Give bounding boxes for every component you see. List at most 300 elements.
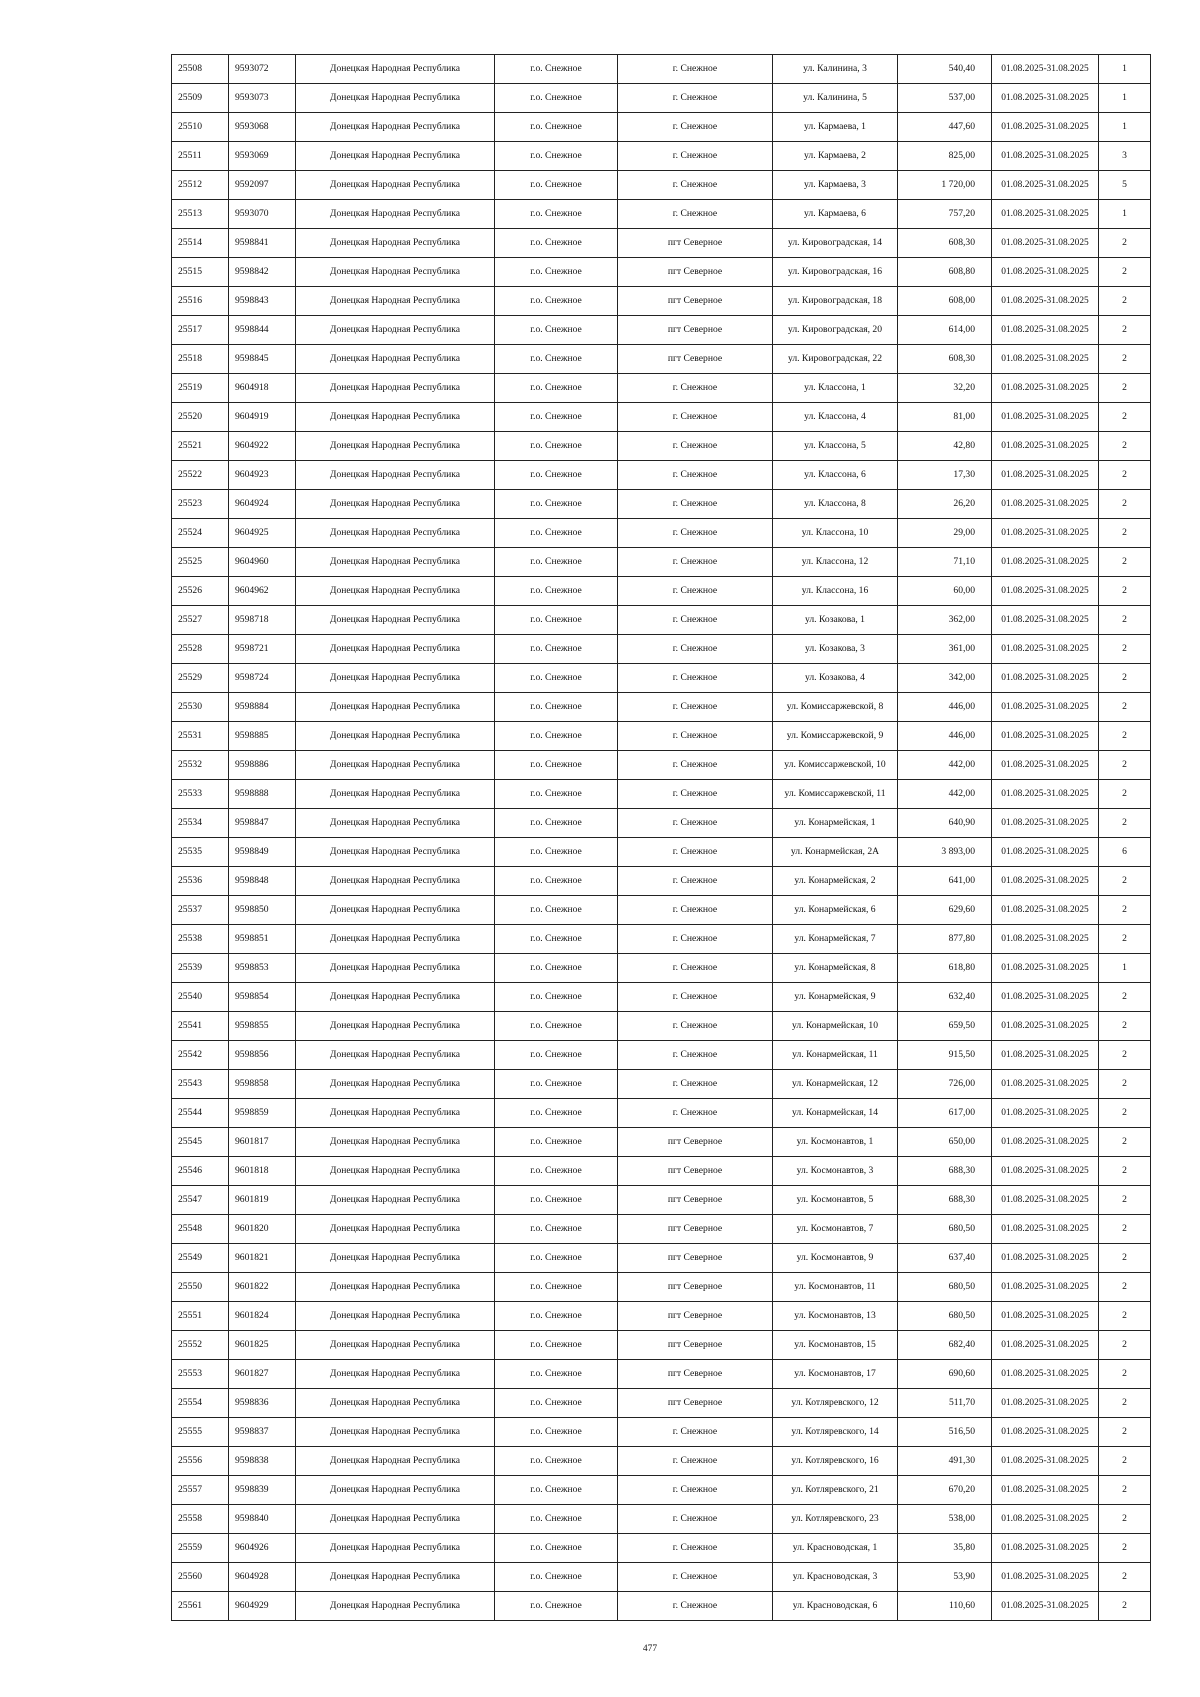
page-number: 477 <box>642 1644 658 1654</box>
cell-settlement: г. Снежное <box>618 983 773 1012</box>
cell-district: г.о. Снежное <box>495 519 618 548</box>
cell-area: 538,00 <box>898 1505 992 1534</box>
table-row <box>172 461 1151 490</box>
cell-district: г.о. Снежное <box>495 548 618 577</box>
table-row <box>172 142 1151 171</box>
cell-area: 641,00 <box>898 867 992 896</box>
cell-object-code: 9598851 <box>229 925 296 954</box>
table-row <box>172 345 1151 374</box>
cell-row-number: 25543 <box>172 1070 229 1099</box>
table-row <box>172 1041 1151 1070</box>
cell-district: г.о. Снежное <box>495 809 618 838</box>
cell-count: 2 <box>1099 983 1151 1012</box>
cell-region: Донецкая Народная Республика <box>296 1331 495 1360</box>
cell-row-number: 25533 <box>172 780 229 809</box>
cell-region: Донецкая Народная Республика <box>296 809 495 838</box>
cell-region: Донецкая Народная Республика <box>296 1041 495 1070</box>
cell-region: Донецкая Народная Республика <box>296 258 495 287</box>
cell-region: Донецкая Народная Республика <box>296 1592 495 1621</box>
cell-region: Донецкая Народная Республика <box>296 1186 495 1215</box>
cell-street-address: ул. Конармейская, 8 <box>773 954 898 983</box>
table-row <box>172 171 1151 200</box>
cell-object-code: 9604923 <box>229 461 296 490</box>
cell-district: г.о. Снежное <box>495 664 618 693</box>
cell-region: Донецкая Народная Республика <box>296 461 495 490</box>
cell-row-number: 25513 <box>172 200 229 229</box>
cell-region: Донецкая Народная Республика <box>296 838 495 867</box>
cell-count: 2 <box>1099 1012 1151 1041</box>
table-row <box>172 1418 1151 1447</box>
table-row <box>172 1186 1151 1215</box>
cell-street-address: ул. Комиссаржевской, 11 <box>773 780 898 809</box>
cell-settlement: г. Снежное <box>618 374 773 403</box>
cell-object-code: 9598848 <box>229 867 296 896</box>
cell-area: 29,00 <box>898 519 992 548</box>
cell-count: 2 <box>1099 490 1151 519</box>
cell-row-number: 25509 <box>172 84 229 113</box>
cell-district: г.о. Снежное <box>495 751 618 780</box>
cell-street-address: ул. Кармаева, 1 <box>773 113 898 142</box>
cell-row-number: 25561 <box>172 1592 229 1621</box>
cell-period: 01.08.2025-31.08.2025 <box>992 258 1099 287</box>
cell-row-number: 25547 <box>172 1186 229 1215</box>
table-row <box>172 1215 1151 1244</box>
cell-period: 01.08.2025-31.08.2025 <box>992 1186 1099 1215</box>
table-row <box>172 258 1151 287</box>
cell-settlement: г. Снежное <box>618 722 773 751</box>
cell-row-number: 25511 <box>172 142 229 171</box>
cell-settlement: г. Снежное <box>618 1418 773 1447</box>
table-row <box>172 374 1151 403</box>
cell-region: Донецкая Народная Республика <box>296 1099 495 1128</box>
table-row <box>172 925 1151 954</box>
table-row <box>172 983 1151 1012</box>
cell-period: 01.08.2025-31.08.2025 <box>992 1476 1099 1505</box>
cell-settlement: г. Снежное <box>618 55 773 84</box>
cell-row-number: 25538 <box>172 925 229 954</box>
cell-street-address: ул. Котляревского, 23 <box>773 1505 898 1534</box>
cell-period: 01.08.2025-31.08.2025 <box>992 1012 1099 1041</box>
cell-row-number: 25528 <box>172 635 229 664</box>
cell-period: 01.08.2025-31.08.2025 <box>992 1070 1099 1099</box>
cell-district: г.о. Снежное <box>495 1563 618 1592</box>
cell-district: г.о. Снежное <box>495 925 618 954</box>
cell-street-address: ул. Конармейская, 6 <box>773 896 898 925</box>
cell-row-number: 25521 <box>172 432 229 461</box>
cell-object-code: 9593068 <box>229 113 296 142</box>
cell-area: 637,40 <box>898 1244 992 1273</box>
cell-area: 688,30 <box>898 1157 992 1186</box>
cell-street-address: ул. Космонавтов, 5 <box>773 1186 898 1215</box>
cell-street-address: ул. Котляревского, 14 <box>773 1418 898 1447</box>
cell-row-number: 25523 <box>172 490 229 519</box>
cell-settlement: г. Снежное <box>618 84 773 113</box>
cell-object-code: 9601819 <box>229 1186 296 1215</box>
cell-region: Донецкая Народная Республика <box>296 403 495 432</box>
cell-region: Донецкая Народная Республика <box>296 1012 495 1041</box>
cell-object-code: 9598854 <box>229 983 296 1012</box>
cell-period: 01.08.2025-31.08.2025 <box>992 1244 1099 1273</box>
cell-period: 01.08.2025-31.08.2025 <box>992 1389 1099 1418</box>
cell-row-number: 25527 <box>172 606 229 635</box>
cell-count: 2 <box>1099 722 1151 751</box>
cell-count: 2 <box>1099 229 1151 258</box>
table-row <box>172 548 1151 577</box>
cell-area: 629,60 <box>898 896 992 925</box>
cell-district: г.о. Снежное <box>495 1041 618 1070</box>
cell-period: 01.08.2025-31.08.2025 <box>992 1041 1099 1070</box>
cell-period: 01.08.2025-31.08.2025 <box>992 896 1099 925</box>
cell-period: 01.08.2025-31.08.2025 <box>992 142 1099 171</box>
cell-area: 877,80 <box>898 925 992 954</box>
cell-count: 2 <box>1099 809 1151 838</box>
table-row <box>172 432 1151 461</box>
cell-period: 01.08.2025-31.08.2025 <box>992 432 1099 461</box>
cell-area: 442,00 <box>898 780 992 809</box>
table-row <box>172 809 1151 838</box>
cell-object-code: 9598884 <box>229 693 296 722</box>
cell-district: г.о. Снежное <box>495 693 618 722</box>
cell-district: г.о. Снежное <box>495 287 618 316</box>
cell-settlement: г. Снежное <box>618 548 773 577</box>
cell-street-address: ул. Конармейская, 14 <box>773 1099 898 1128</box>
cell-street-address: ул. Кармаева, 6 <box>773 200 898 229</box>
cell-district: г.о. Снежное <box>495 867 618 896</box>
cell-settlement: пгт Северное <box>618 1128 773 1157</box>
cell-row-number: 25545 <box>172 1128 229 1157</box>
cell-object-code: 9604926 <box>229 1534 296 1563</box>
cell-count: 2 <box>1099 287 1151 316</box>
table-row <box>172 1476 1151 1505</box>
cell-settlement: г. Снежное <box>618 1447 773 1476</box>
cell-street-address: ул. Кировоградская, 16 <box>773 258 898 287</box>
cell-period: 01.08.2025-31.08.2025 <box>992 519 1099 548</box>
cell-street-address: ул. Козакова, 1 <box>773 606 898 635</box>
cell-row-number: 25550 <box>172 1273 229 1302</box>
table-row <box>172 954 1151 983</box>
cell-area: 446,00 <box>898 693 992 722</box>
cell-district: г.о. Снежное <box>495 374 618 403</box>
table-row <box>172 1389 1151 1418</box>
cell-period: 01.08.2025-31.08.2025 <box>992 316 1099 345</box>
cell-street-address: ул. Котляревского, 16 <box>773 1447 898 1476</box>
cell-count: 2 <box>1099 1447 1151 1476</box>
cell-settlement: пгт Северное <box>618 1215 773 1244</box>
cell-area: 726,00 <box>898 1070 992 1099</box>
cell-region: Донецкая Народная Республика <box>296 490 495 519</box>
cell-settlement: г. Снежное <box>618 896 773 925</box>
cell-count: 2 <box>1099 1099 1151 1128</box>
cell-street-address: ул. Конармейская, 10 <box>773 1012 898 1041</box>
table-row <box>172 1505 1151 1534</box>
cell-row-number: 25537 <box>172 896 229 925</box>
cell-region: Донецкая Народная Республика <box>296 1273 495 1302</box>
cell-street-address: ул. Космонавтов, 9 <box>773 1244 898 1273</box>
cell-object-code: 9604924 <box>229 490 296 519</box>
cell-object-code: 9598840 <box>229 1505 296 1534</box>
cell-region: Донецкая Народная Республика <box>296 345 495 374</box>
cell-region: Донецкая Народная Республика <box>296 954 495 983</box>
cell-period: 01.08.2025-31.08.2025 <box>992 1563 1099 1592</box>
cell-count: 2 <box>1099 867 1151 896</box>
cell-object-code: 9604918 <box>229 374 296 403</box>
cell-count: 2 <box>1099 1476 1151 1505</box>
cell-district: г.о. Снежное <box>495 954 618 983</box>
table-row <box>172 1273 1151 1302</box>
cell-count: 2 <box>1099 577 1151 606</box>
table-row <box>172 722 1151 751</box>
cell-row-number: 25556 <box>172 1447 229 1476</box>
cell-count: 2 <box>1099 1563 1151 1592</box>
cell-district: г.о. Снежное <box>495 1215 618 1244</box>
cell-object-code: 9598721 <box>229 635 296 664</box>
cell-period: 01.08.2025-31.08.2025 <box>992 1534 1099 1563</box>
table-row <box>172 780 1151 809</box>
cell-count: 2 <box>1099 519 1151 548</box>
cell-district: г.о. Снежное <box>495 403 618 432</box>
cell-region: Донецкая Народная Республика <box>296 171 495 200</box>
cell-settlement: г. Снежное <box>618 1476 773 1505</box>
table-row <box>172 1360 1151 1389</box>
cell-count: 2 <box>1099 1128 1151 1157</box>
cell-object-code: 9601822 <box>229 1273 296 1302</box>
cell-region: Донецкая Народная Республика <box>296 1302 495 1331</box>
cell-period: 01.08.2025-31.08.2025 <box>992 838 1099 867</box>
cell-district: г.о. Снежное <box>495 1273 618 1302</box>
cell-area: 491,30 <box>898 1447 992 1476</box>
cell-region: Донецкая Народная Республика <box>296 1215 495 1244</box>
cell-street-address: ул. Кировоградская, 20 <box>773 316 898 345</box>
table-row <box>172 200 1151 229</box>
cell-count: 5 <box>1099 171 1151 200</box>
table-row <box>172 606 1151 635</box>
cell-area: 447,60 <box>898 113 992 142</box>
cell-settlement: г. Снежное <box>618 751 773 780</box>
cell-period: 01.08.2025-31.08.2025 <box>992 345 1099 374</box>
cell-area: 446,00 <box>898 722 992 751</box>
cell-settlement: г. Снежное <box>618 606 773 635</box>
cell-street-address: ул. Комиссаржевской, 9 <box>773 722 898 751</box>
cell-object-code: 9598855 <box>229 1012 296 1041</box>
cell-region: Донецкая Народная Республика <box>296 519 495 548</box>
cell-street-address: ул. Конармейская, 1 <box>773 809 898 838</box>
cell-district: г.о. Снежное <box>495 1099 618 1128</box>
cell-street-address: ул. Космонавтов, 7 <box>773 1215 898 1244</box>
cell-settlement: г. Снежное <box>618 664 773 693</box>
table-row <box>172 229 1151 258</box>
cell-street-address: ул. Комиссаржевской, 8 <box>773 693 898 722</box>
cell-period: 01.08.2025-31.08.2025 <box>992 1360 1099 1389</box>
cell-district: г.о. Снежное <box>495 722 618 751</box>
cell-region: Донецкая Народная Республика <box>296 722 495 751</box>
cell-row-number: 25544 <box>172 1099 229 1128</box>
cell-settlement: г. Снежное <box>618 1505 773 1534</box>
cell-object-code: 9601818 <box>229 1157 296 1186</box>
cell-area: 361,00 <box>898 635 992 664</box>
cell-area: 618,80 <box>898 954 992 983</box>
cell-row-number: 25554 <box>172 1389 229 1418</box>
cell-street-address: ул. Конармейская, 11 <box>773 1041 898 1070</box>
cell-row-number: 25541 <box>172 1012 229 1041</box>
cell-region: Донецкая Народная Республика <box>296 577 495 606</box>
cell-row-number: 25546 <box>172 1157 229 1186</box>
cell-count: 1 <box>1099 200 1151 229</box>
cell-settlement: пгт Северное <box>618 258 773 287</box>
cell-area: 915,50 <box>898 1041 992 1070</box>
cell-district: г.о. Снежное <box>495 1592 618 1621</box>
cell-street-address: ул. Кармаева, 3 <box>773 171 898 200</box>
cell-row-number: 25532 <box>172 751 229 780</box>
cell-area: 81,00 <box>898 403 992 432</box>
cell-street-address: ул. Космонавтов, 15 <box>773 1331 898 1360</box>
cell-count: 1 <box>1099 84 1151 113</box>
cell-object-code: 9601821 <box>229 1244 296 1273</box>
cell-row-number: 25542 <box>172 1041 229 1070</box>
cell-region: Донецкая Народная Республика <box>296 693 495 722</box>
cell-district: г.о. Снежное <box>495 490 618 519</box>
cell-street-address: ул. Космонавтов, 11 <box>773 1273 898 1302</box>
table-row <box>172 751 1151 780</box>
cell-object-code: 9598888 <box>229 780 296 809</box>
cell-district: г.о. Снежное <box>495 1128 618 1157</box>
cell-district: г.о. Снежное <box>495 1157 618 1186</box>
cell-object-code: 9604929 <box>229 1592 296 1621</box>
cell-settlement: г. Снежное <box>618 490 773 519</box>
cell-region: Донецкая Народная Республика <box>296 1476 495 1505</box>
cell-district: г.о. Снежное <box>495 200 618 229</box>
cell-row-number: 25540 <box>172 983 229 1012</box>
cell-settlement: пгт Северное <box>618 316 773 345</box>
cell-period: 01.08.2025-31.08.2025 <box>992 722 1099 751</box>
cell-street-address: ул. Классона, 4 <box>773 403 898 432</box>
cell-settlement: пгт Северное <box>618 1157 773 1186</box>
cell-district: г.о. Снежное <box>495 635 618 664</box>
table-row <box>172 577 1151 606</box>
cell-street-address: ул. Космонавтов, 13 <box>773 1302 898 1331</box>
cell-district: г.о. Снежное <box>495 1476 618 1505</box>
cell-area: 757,20 <box>898 200 992 229</box>
cell-street-address: ул. Конармейская, 2 <box>773 867 898 896</box>
cell-region: Донецкая Народная Республика <box>296 983 495 1012</box>
cell-object-code: 9598853 <box>229 954 296 983</box>
cell-period: 01.08.2025-31.08.2025 <box>992 548 1099 577</box>
cell-count: 2 <box>1099 1389 1151 1418</box>
cell-object-code: 9598885 <box>229 722 296 751</box>
cell-street-address: ул. Космонавтов, 1 <box>773 1128 898 1157</box>
cell-count: 2 <box>1099 374 1151 403</box>
cell-region: Донецкая Народная Республика <box>296 780 495 809</box>
cell-count: 2 <box>1099 780 1151 809</box>
cell-object-code: 9598845 <box>229 345 296 374</box>
cell-count: 2 <box>1099 606 1151 635</box>
cell-count: 1 <box>1099 954 1151 983</box>
table-row <box>172 1012 1151 1041</box>
cell-area: 60,00 <box>898 577 992 606</box>
cell-region: Донецкая Народная Республика <box>296 229 495 258</box>
cell-district: г.о. Снежное <box>495 1418 618 1447</box>
cell-region: Донецкая Народная Республика <box>296 113 495 142</box>
cell-row-number: 25526 <box>172 577 229 606</box>
cell-row-number: 25555 <box>172 1418 229 1447</box>
cell-row-number: 25516 <box>172 287 229 316</box>
cell-period: 01.08.2025-31.08.2025 <box>992 171 1099 200</box>
cell-area: 71,10 <box>898 548 992 577</box>
cell-street-address: ул. Классона, 16 <box>773 577 898 606</box>
cell-street-address: ул. Калинина, 5 <box>773 84 898 113</box>
table-row <box>172 838 1151 867</box>
cell-row-number: 25522 <box>172 461 229 490</box>
cell-count: 2 <box>1099 1418 1151 1447</box>
cell-street-address: ул. Кировоградская, 22 <box>773 345 898 374</box>
cell-street-address: ул. Козакова, 3 <box>773 635 898 664</box>
cell-street-address: ул. Кармаева, 2 <box>773 142 898 171</box>
cell-period: 01.08.2025-31.08.2025 <box>992 664 1099 693</box>
cell-period: 01.08.2025-31.08.2025 <box>992 867 1099 896</box>
cell-count: 2 <box>1099 403 1151 432</box>
cell-period: 01.08.2025-31.08.2025 <box>992 1505 1099 1534</box>
cell-street-address: ул. Котляревского, 21 <box>773 1476 898 1505</box>
cell-region: Донецкая Народная Республика <box>296 635 495 664</box>
cell-area: 608,30 <box>898 229 992 258</box>
cell-period: 01.08.2025-31.08.2025 <box>992 1273 1099 1302</box>
cell-district: г.о. Снежное <box>495 780 618 809</box>
cell-street-address: ул. Конармейская, 9 <box>773 983 898 1012</box>
cell-area: 632,40 <box>898 983 992 1012</box>
cell-district: г.о. Снежное <box>495 461 618 490</box>
cell-settlement: г. Снежное <box>618 780 773 809</box>
cell-area: 342,00 <box>898 664 992 693</box>
cell-object-code: 9601825 <box>229 1331 296 1360</box>
cell-row-number: 25553 <box>172 1360 229 1389</box>
table-row <box>172 1534 1151 1563</box>
cell-object-code: 9598839 <box>229 1476 296 1505</box>
cell-street-address: ул. Конармейская, 2А <box>773 838 898 867</box>
cell-region: Донецкая Народная Республика <box>296 1505 495 1534</box>
cell-area: 17,30 <box>898 461 992 490</box>
cell-settlement: г. Снежное <box>618 461 773 490</box>
cell-region: Донецкая Народная Республика <box>296 606 495 635</box>
cell-region: Донецкая Народная Республика <box>296 1389 495 1418</box>
cell-area: 680,50 <box>898 1215 992 1244</box>
cell-area: 3 893,00 <box>898 838 992 867</box>
cell-period: 01.08.2025-31.08.2025 <box>992 229 1099 258</box>
cell-period: 01.08.2025-31.08.2025 <box>992 490 1099 519</box>
cell-district: г.о. Снежное <box>495 1447 618 1476</box>
cell-area: 42,80 <box>898 432 992 461</box>
cell-district: г.о. Снежное <box>495 84 618 113</box>
cell-count: 2 <box>1099 1157 1151 1186</box>
cell-row-number: 25519 <box>172 374 229 403</box>
cell-settlement: г. Снежное <box>618 1099 773 1128</box>
cell-row-number: 25536 <box>172 867 229 896</box>
cell-area: 659,50 <box>898 1012 992 1041</box>
cell-district: г.о. Снежное <box>495 171 618 200</box>
cell-period: 01.08.2025-31.08.2025 <box>992 577 1099 606</box>
cell-object-code: 9601824 <box>229 1302 296 1331</box>
cell-period: 01.08.2025-31.08.2025 <box>992 983 1099 1012</box>
cell-street-address: ул. Классона, 8 <box>773 490 898 519</box>
cell-area: 670,20 <box>898 1476 992 1505</box>
cell-period: 01.08.2025-31.08.2025 <box>992 55 1099 84</box>
cell-area: 617,00 <box>898 1099 992 1128</box>
cell-settlement: пгт Северное <box>618 1244 773 1273</box>
cell-street-address: ул. Классона, 12 <box>773 548 898 577</box>
cell-settlement: г. Снежное <box>618 1041 773 1070</box>
table-row <box>172 1302 1151 1331</box>
cell-region: Донецкая Народная Республика <box>296 1128 495 1157</box>
cell-region: Донецкая Народная Республика <box>296 548 495 577</box>
cell-region: Донецкая Народная Республика <box>296 84 495 113</box>
